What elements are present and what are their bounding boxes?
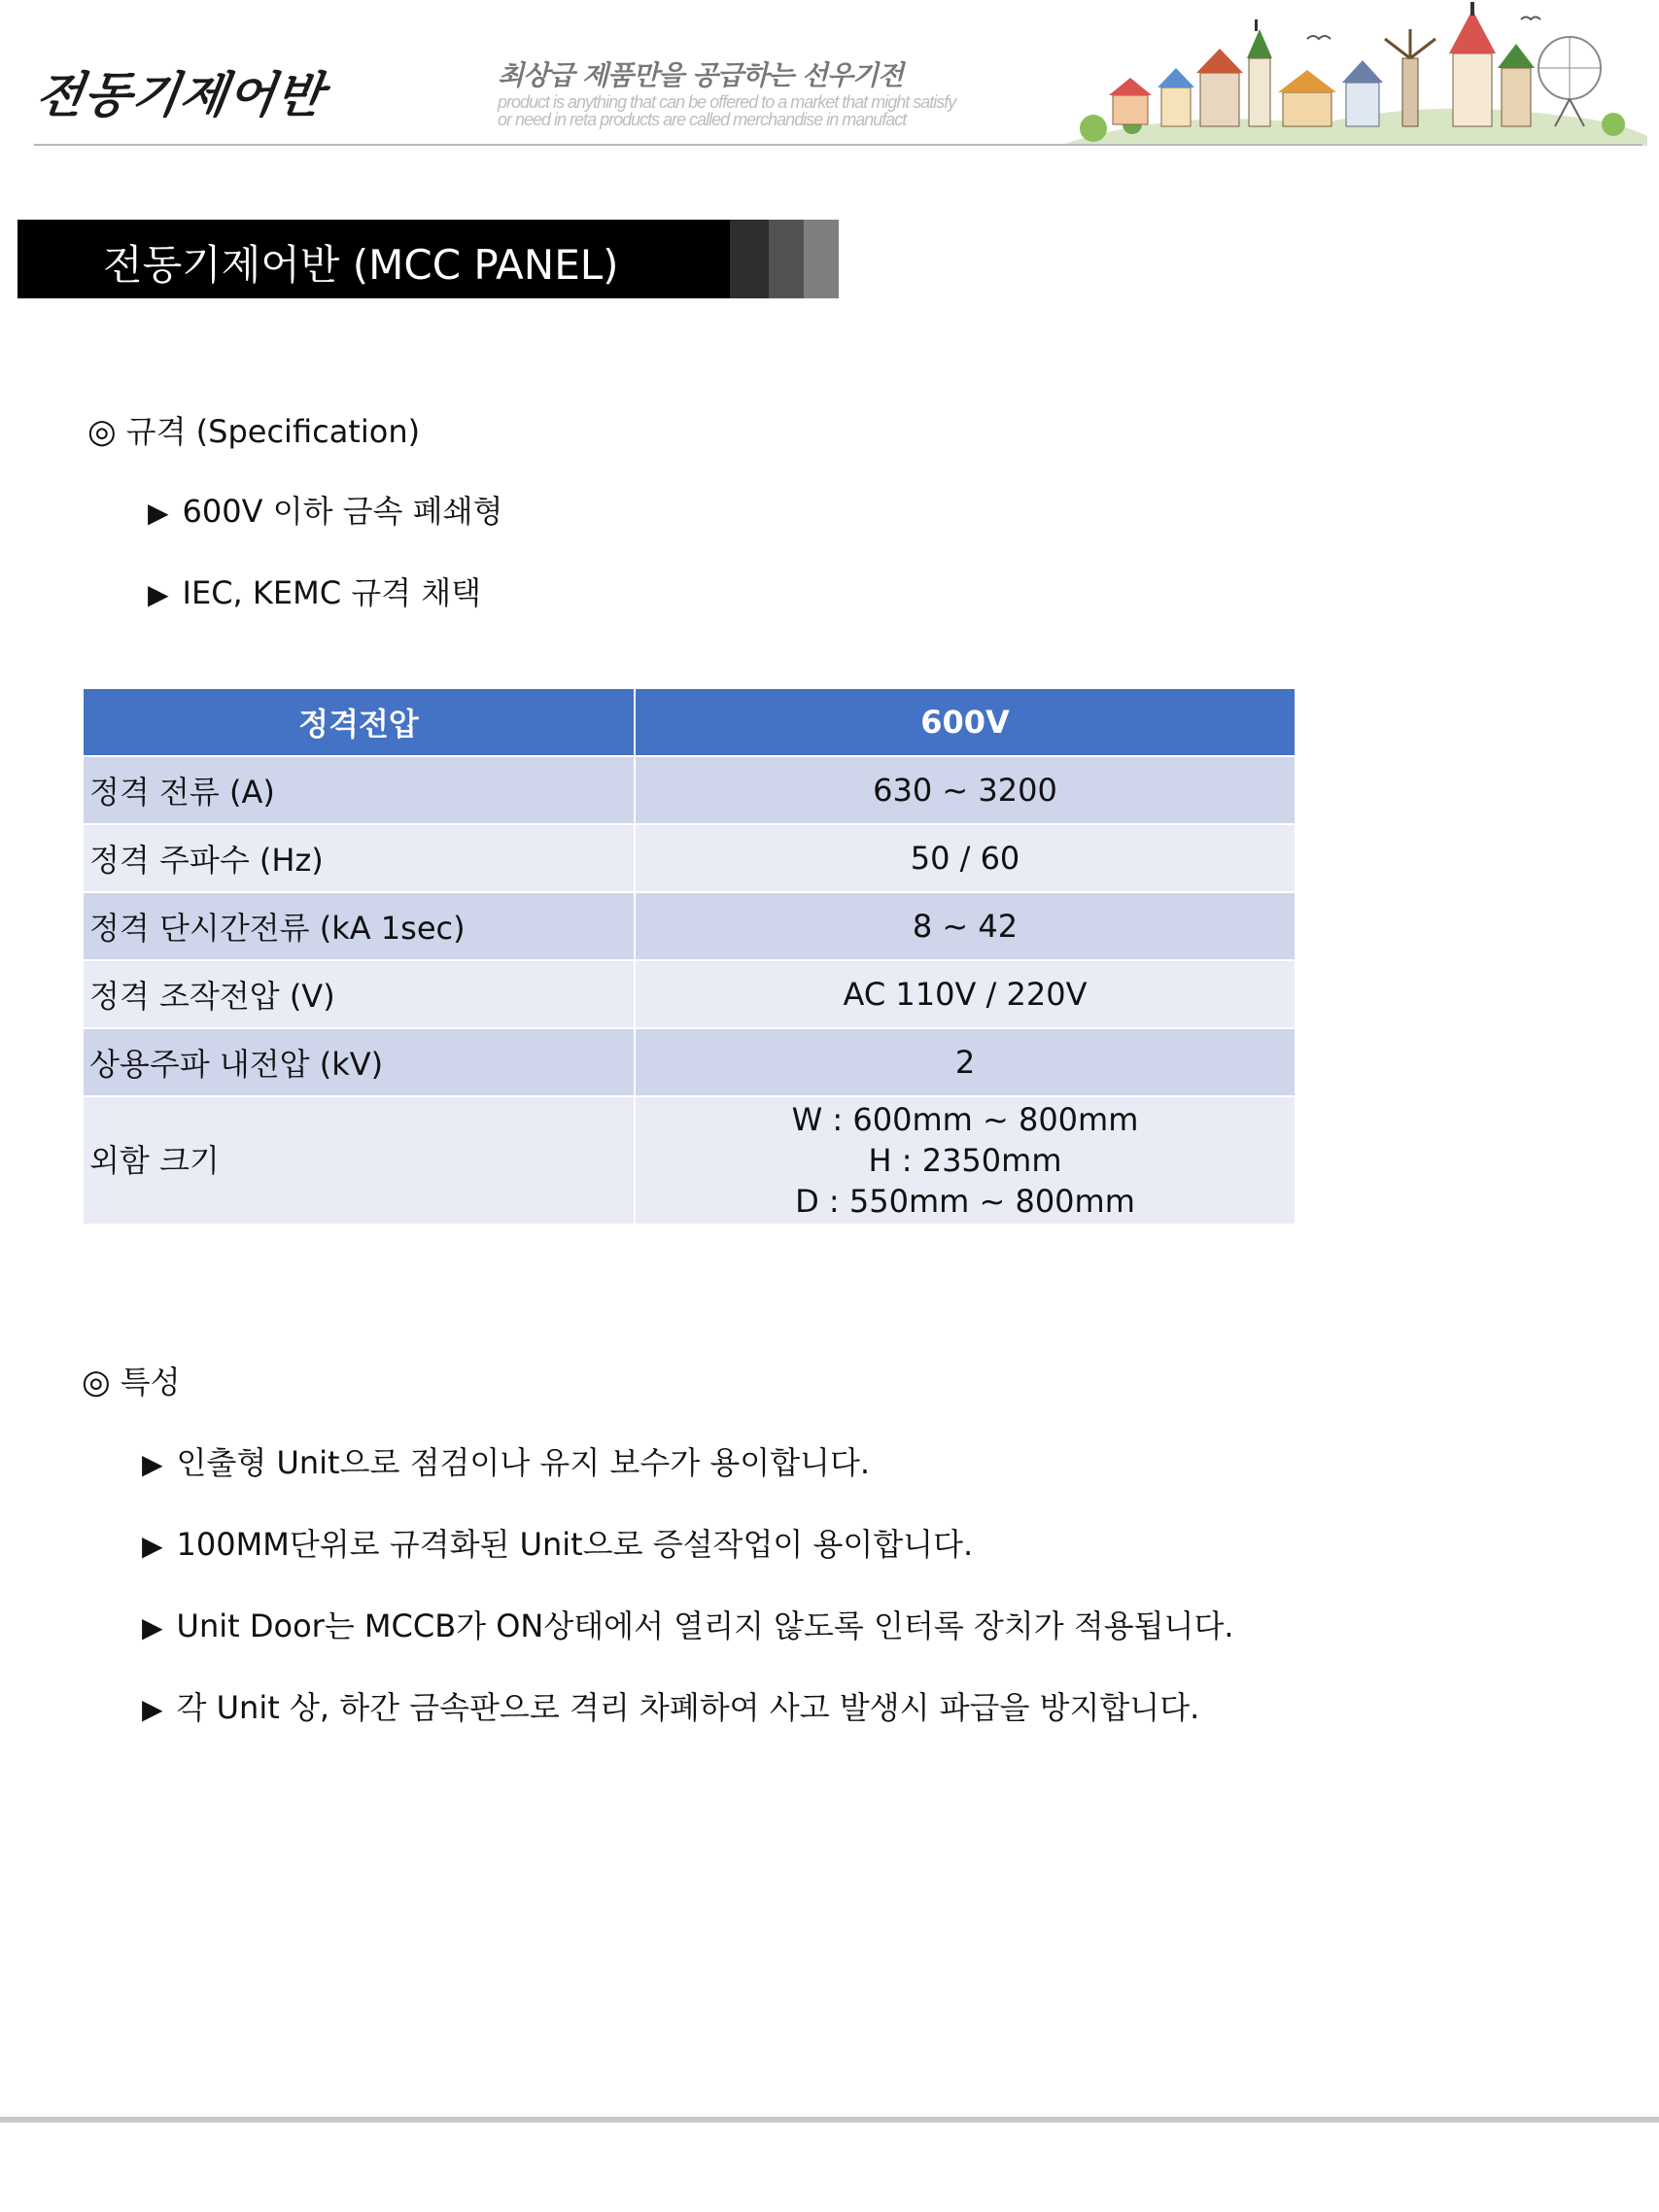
town-illustration xyxy=(1064,0,1647,146)
double-circle-icon: ◎ xyxy=(82,1363,111,1401)
header-slogan: 최상급 제품만을 공급하는 선우기전 xyxy=(498,59,903,91)
feature-bullet xyxy=(142,1683,1199,1728)
header-divider xyxy=(34,144,1642,146)
feature-bullet-text: 100MM단위로 규격화된 Unit으로 증설작업이 용이합니다. xyxy=(176,1526,974,1563)
table-cell-value: 630 ~ 3200 xyxy=(635,756,1296,824)
table-cell-label: 정격 조작전압 (V) xyxy=(83,960,635,1028)
table-row xyxy=(83,960,1296,1028)
feature-bullet xyxy=(142,1602,1234,1646)
table-row xyxy=(83,892,1296,960)
spec-table xyxy=(82,687,1296,1226)
table-row xyxy=(83,1028,1296,1096)
title-bar-shade xyxy=(730,220,769,298)
features-heading-label: 특성 xyxy=(120,1364,181,1400)
title-bar xyxy=(17,220,839,298)
table-cell-label: 정격 단시간전류 (kA 1sec) xyxy=(83,892,635,960)
header-subtext-line: product is anything that can be offered to a market that might satisfy xyxy=(498,92,956,112)
spec-bullet-text: 600V 이하 금속 폐쇄형 xyxy=(182,493,503,530)
size-line: D : 550mm ~ 800mm xyxy=(795,1183,1135,1220)
triangle-right-icon: ▶ xyxy=(142,1693,163,1725)
table-cell-value: 50 / 60 xyxy=(635,824,1296,892)
double-circle-icon: ◎ xyxy=(87,412,117,451)
table-header-cell: 정격전압 xyxy=(83,688,635,756)
table-header-row xyxy=(83,688,1296,756)
spec-bullet xyxy=(148,487,502,532)
title-bar-shade xyxy=(769,220,804,298)
spec-bullet xyxy=(148,569,481,613)
table-cell-value xyxy=(635,1096,1296,1225)
table-cell-value: AC 110V / 220V xyxy=(635,960,1296,1028)
spec-heading xyxy=(87,407,420,452)
table-row xyxy=(83,824,1296,892)
table-cell-label: 정격 주파수 (Hz) xyxy=(83,824,635,892)
feature-bullet xyxy=(142,1438,870,1483)
feature-bullet-text: 각 Unit 상, 하간 금속판으로 격리 차폐하여 사고 발생시 파급을 방지합니다. xyxy=(176,1689,1200,1726)
company-logo-text: 전동기제어반 xyxy=(32,66,328,123)
table-row xyxy=(83,756,1296,824)
table-cell-label: 외함 크기 xyxy=(83,1096,635,1225)
table-cell-value: 8 ~ 42 xyxy=(635,892,1296,960)
table-row xyxy=(83,1096,1296,1225)
table-cell-label: 정격 전류 (A) xyxy=(83,756,635,824)
feature-bullet-text: 인출형 Unit으로 점검이나 유지 보수가 용이합니다. xyxy=(176,1444,871,1481)
size-line: W : 600mm ~ 800mm xyxy=(791,1101,1139,1138)
spec-bullet-text: IEC, KEMC 규격 채택 xyxy=(182,574,482,611)
header-subtext-line: or need in reta products are called merchandise in manufact xyxy=(498,110,907,129)
triangle-right-icon: ▶ xyxy=(148,578,169,610)
feature-bullet-text: Unit Door는 MCCB가 ON상태에서 열리지 않도록 인터록 장치가 적용됩니다. xyxy=(176,1607,1234,1644)
triangle-right-icon: ▶ xyxy=(142,1611,163,1643)
triangle-right-icon: ▶ xyxy=(142,1448,163,1480)
size-line: H : 2350mm xyxy=(868,1142,1062,1179)
header-subtext xyxy=(498,93,1042,128)
page-title: 전동기제어반 (MCC PANEL) xyxy=(103,241,619,289)
table-cell-label: 상용주파 내전압 (kV) xyxy=(83,1028,635,1096)
triangle-right-icon: ▶ xyxy=(148,497,169,529)
title-bar-shade xyxy=(804,220,839,298)
features-heading xyxy=(82,1358,181,1402)
triangle-right-icon: ▶ xyxy=(142,1530,163,1562)
table-cell-value: 2 xyxy=(635,1028,1296,1096)
feature-bullet xyxy=(142,1520,973,1565)
spec-heading-label: 규격 (Specification) xyxy=(125,413,421,450)
footer-divider xyxy=(0,2117,1659,2123)
table-header-cell: 600V xyxy=(635,688,1296,756)
